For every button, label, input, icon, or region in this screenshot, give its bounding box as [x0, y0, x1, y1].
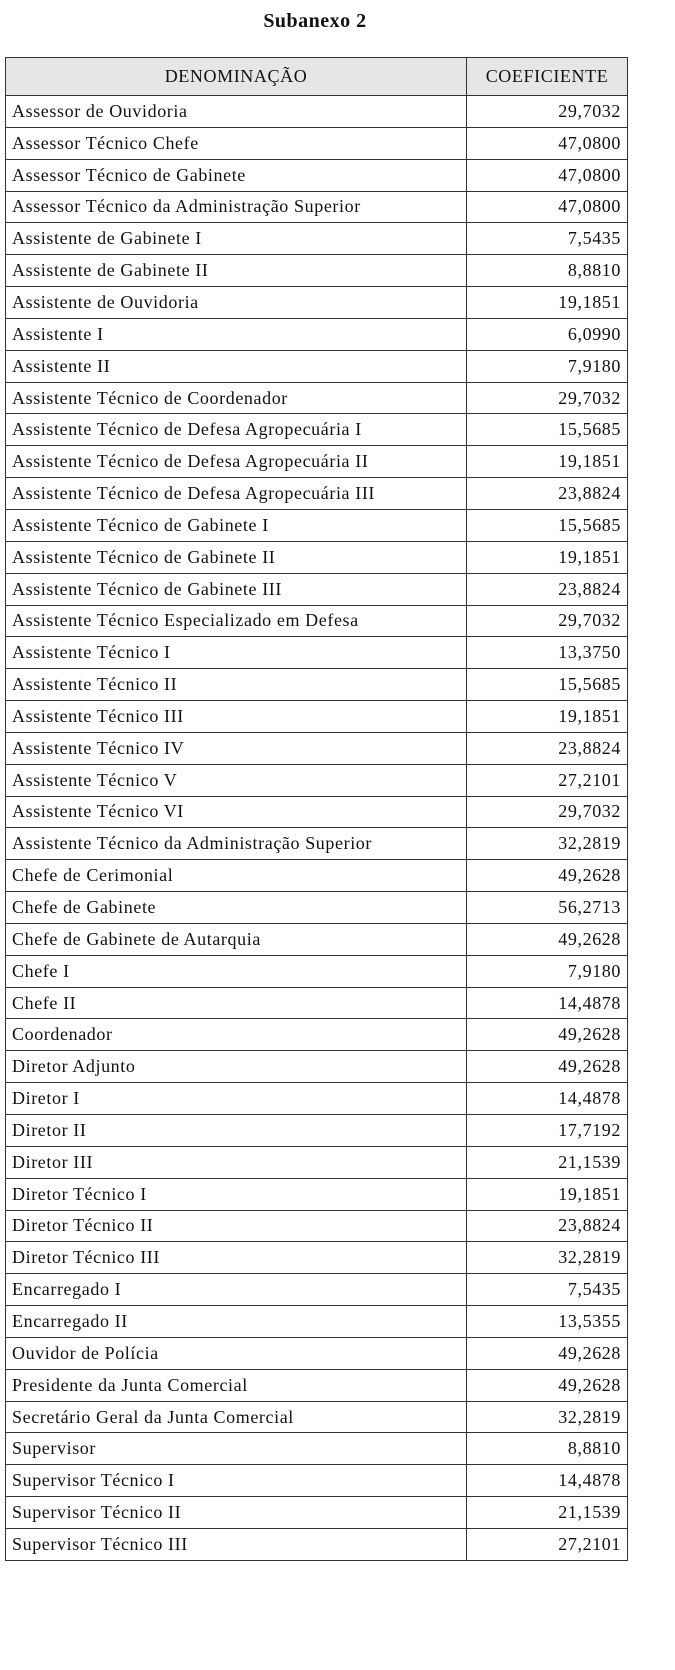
table-row — [6, 923, 628, 955]
coeficiente-cell: 15,5685 — [467, 414, 628, 446]
coeficiente-cell: 47,0800 — [467, 159, 628, 191]
coeficiente-cell: 17,7192 — [467, 1115, 628, 1147]
table-row — [6, 446, 628, 478]
coeficiente-cell: 47,0800 — [467, 191, 628, 223]
table-row — [6, 1465, 628, 1497]
table-row — [6, 1337, 628, 1369]
denominacao-cell: Assistente Técnico III — [6, 701, 467, 733]
document-title: Subanexo 2 — [263, 10, 367, 32]
table-row — [6, 828, 628, 860]
coeficiente-cell: 19,1851 — [467, 446, 628, 478]
denominacao-cell: Diretor II — [6, 1115, 467, 1147]
denominacao-cell: Assistente Técnico I — [6, 637, 467, 669]
denominacao-cell: Assessor de Ouvidoria — [6, 96, 467, 128]
denominacao-cell: Chefe de Gabinete — [6, 892, 467, 924]
coeficiente-cell: 27,2101 — [467, 764, 628, 796]
denominacao-cell: Diretor Adjunto — [6, 1051, 467, 1083]
denominacao-cell: Coordenador — [6, 1019, 467, 1051]
table-row — [6, 732, 628, 764]
table-row — [6, 573, 628, 605]
table-row — [6, 1497, 628, 1529]
table-row — [6, 860, 628, 892]
coeficiente-cell: 29,7032 — [467, 796, 628, 828]
coeficiente-cell: 56,2713 — [467, 892, 628, 924]
coeficiente-cell: 21,1539 — [467, 1497, 628, 1529]
coeficiente-cell: 19,1851 — [467, 1178, 628, 1210]
denominacao-cell: Assistente de Ouvidoria — [6, 287, 467, 319]
table-row — [6, 1274, 628, 1306]
denominacao-cell: Assessor Técnico da Administração Superior — [6, 191, 467, 223]
denominacao-cell: Diretor III — [6, 1146, 467, 1178]
coeficiente-cell: 7,9180 — [467, 350, 628, 382]
coeficiente-cell: 8,8810 — [467, 255, 628, 287]
denominacao-cell: Assessor Técnico Chefe — [6, 127, 467, 159]
coeficiente-cell: 14,4878 — [467, 1465, 628, 1497]
denominacao-cell: Assistente Técnico de Coordenador — [6, 382, 467, 414]
coeficiente-cell: 15,5685 — [467, 669, 628, 701]
denominacao-cell: Chefe II — [6, 987, 467, 1019]
denominacao-cell: Assessor Técnico de Gabinete — [6, 159, 467, 191]
denominacao-cell: Chefe de Gabinete de Autarquia — [6, 923, 467, 955]
denominacao-cell: Diretor Técnico III — [6, 1242, 467, 1274]
denominacao-cell: Presidente da Junta Comercial — [6, 1369, 467, 1401]
denominacao-cell: Ouvidor de Polícia — [6, 1337, 467, 1369]
coeficiente-cell: 7,5435 — [467, 223, 628, 255]
table-row — [6, 191, 628, 223]
table-row — [6, 1401, 628, 1433]
coeficiente-cell: 19,1851 — [467, 287, 628, 319]
table-row — [6, 350, 628, 382]
denominacao-cell: Supervisor Técnico II — [6, 1497, 467, 1529]
table-row — [6, 1306, 628, 1338]
table-row — [6, 1115, 628, 1147]
coeficiente-cell: 32,2819 — [467, 828, 628, 860]
table-row — [6, 605, 628, 637]
coeficiente-cell: 49,2628 — [467, 1051, 628, 1083]
coeficiente-cell: 15,5685 — [467, 509, 628, 541]
coeficiente-cell: 6,0990 — [467, 318, 628, 350]
coeficiente-cell: 23,8824 — [467, 732, 628, 764]
coeficiente-cell: 8,8810 — [467, 1433, 628, 1465]
denominacao-cell: Assistente Técnico de Gabinete II — [6, 541, 467, 573]
denominacao-cell: Diretor I — [6, 1083, 467, 1115]
table-row — [6, 955, 628, 987]
table-row — [6, 1528, 628, 1560]
table-row — [6, 255, 628, 287]
coeficiente-cell: 32,2819 — [467, 1401, 628, 1433]
table-row — [6, 509, 628, 541]
table-row — [6, 1433, 628, 1465]
denominacao-cell: Diretor Técnico II — [6, 1210, 467, 1242]
denominacao-cell: Assistente de Gabinete II — [6, 255, 467, 287]
coeficiente-cell: 32,2819 — [467, 1242, 628, 1274]
table-row — [6, 1178, 628, 1210]
table-row — [6, 1051, 628, 1083]
table-row — [6, 987, 628, 1019]
coeficiente-cell: 7,5435 — [467, 1274, 628, 1306]
coeficiente-cell: 29,7032 — [467, 605, 628, 637]
denominacao-cell: Assistente I — [6, 318, 467, 350]
coeficiente-cell: 7,9180 — [467, 955, 628, 987]
coeficiente-cell: 19,1851 — [467, 701, 628, 733]
coeficiente-cell: 49,2628 — [467, 1019, 628, 1051]
denominacao-cell: Encarregado II — [6, 1306, 467, 1338]
header-denominacao: DENOMINAÇÃO — [6, 58, 467, 96]
table-row — [6, 414, 628, 446]
header-coeficiente: COEFICIENTE — [467, 58, 628, 96]
coeficiente-cell: 27,2101 — [467, 1528, 628, 1560]
denominacao-cell: Assistente Técnico V — [6, 764, 467, 796]
denominacao-cell: Assistente Técnico VI — [6, 796, 467, 828]
denominacao-cell: Secretário Geral da Junta Comercial — [6, 1401, 467, 1433]
denominacao-cell: Assistente Técnico de Gabinete III — [6, 573, 467, 605]
table-row — [6, 318, 628, 350]
table-row — [6, 127, 628, 159]
coeficiente-cell: 23,8824 — [467, 573, 628, 605]
denominacao-cell: Assistente Técnico Especializado em Defesa — [6, 605, 467, 637]
coeficiente-cell: 13,5355 — [467, 1306, 628, 1338]
table-header-row — [6, 58, 628, 96]
denominacao-cell: Assistente Técnico de Defesa Agropecuária III — [6, 478, 467, 510]
table-row — [6, 892, 628, 924]
denominacao-cell: Assistente Técnico IV — [6, 732, 467, 764]
table-row — [6, 1242, 628, 1274]
denominacao-cell: Assistente Técnico de Defesa Agropecuária I — [6, 414, 467, 446]
denominacao-cell: Encarregado I — [6, 1274, 467, 1306]
coeficiente-cell: 49,2628 — [467, 923, 628, 955]
coeficiente-cell: 29,7032 — [467, 96, 628, 128]
table-row — [6, 669, 628, 701]
coeficiente-cell: 49,2628 — [467, 860, 628, 892]
denominacao-cell: Assistente de Gabinete I — [6, 223, 467, 255]
table-row — [6, 541, 628, 573]
table-row — [6, 159, 628, 191]
denominacao-cell: Supervisor Técnico I — [6, 1465, 467, 1497]
table-row — [6, 1083, 628, 1115]
coeficiente-cell: 23,8824 — [467, 1210, 628, 1242]
table-row — [6, 637, 628, 669]
coeficiente-cell: 29,7032 — [467, 382, 628, 414]
coeficiente-cell: 49,2628 — [467, 1369, 628, 1401]
table-row — [6, 701, 628, 733]
coeficiente-cell: 19,1851 — [467, 541, 628, 573]
denominacao-cell: Supervisor — [6, 1433, 467, 1465]
denominacao-cell: Assistente Técnico da Administração Superior — [6, 828, 467, 860]
denominacao-cell: Supervisor Técnico III — [6, 1528, 467, 1560]
table-row — [6, 223, 628, 255]
coeficiente-cell: 13,3750 — [467, 637, 628, 669]
table-row — [6, 764, 628, 796]
denominacao-cell: Chefe de Cerimonial — [6, 860, 467, 892]
denominacao-cell: Assistente Técnico de Defesa Agropecuária II — [6, 446, 467, 478]
table-row — [6, 1146, 628, 1178]
coefficient-table — [5, 57, 628, 1561]
coeficiente-cell: 14,4878 — [467, 1083, 628, 1115]
denominacao-cell: Diretor Técnico I — [6, 1178, 467, 1210]
table-row — [6, 1369, 628, 1401]
table-row — [6, 96, 628, 128]
table-row — [6, 1210, 628, 1242]
table-row — [6, 382, 628, 414]
coeficiente-cell: 14,4878 — [467, 987, 628, 1019]
coeficiente-cell: 23,8824 — [467, 478, 628, 510]
table-row — [6, 1019, 628, 1051]
denominacao-cell: Assistente II — [6, 350, 467, 382]
table-row — [6, 796, 628, 828]
coeficiente-cell: 21,1539 — [467, 1146, 628, 1178]
denominacao-cell: Chefe I — [6, 955, 467, 987]
denominacao-cell: Assistente Técnico de Gabinete I — [6, 509, 467, 541]
table-row — [6, 287, 628, 319]
denominacao-cell: Assistente Técnico II — [6, 669, 467, 701]
coeficiente-cell: 49,2628 — [467, 1337, 628, 1369]
coeficiente-cell: 47,0800 — [467, 127, 628, 159]
table-row — [6, 478, 628, 510]
